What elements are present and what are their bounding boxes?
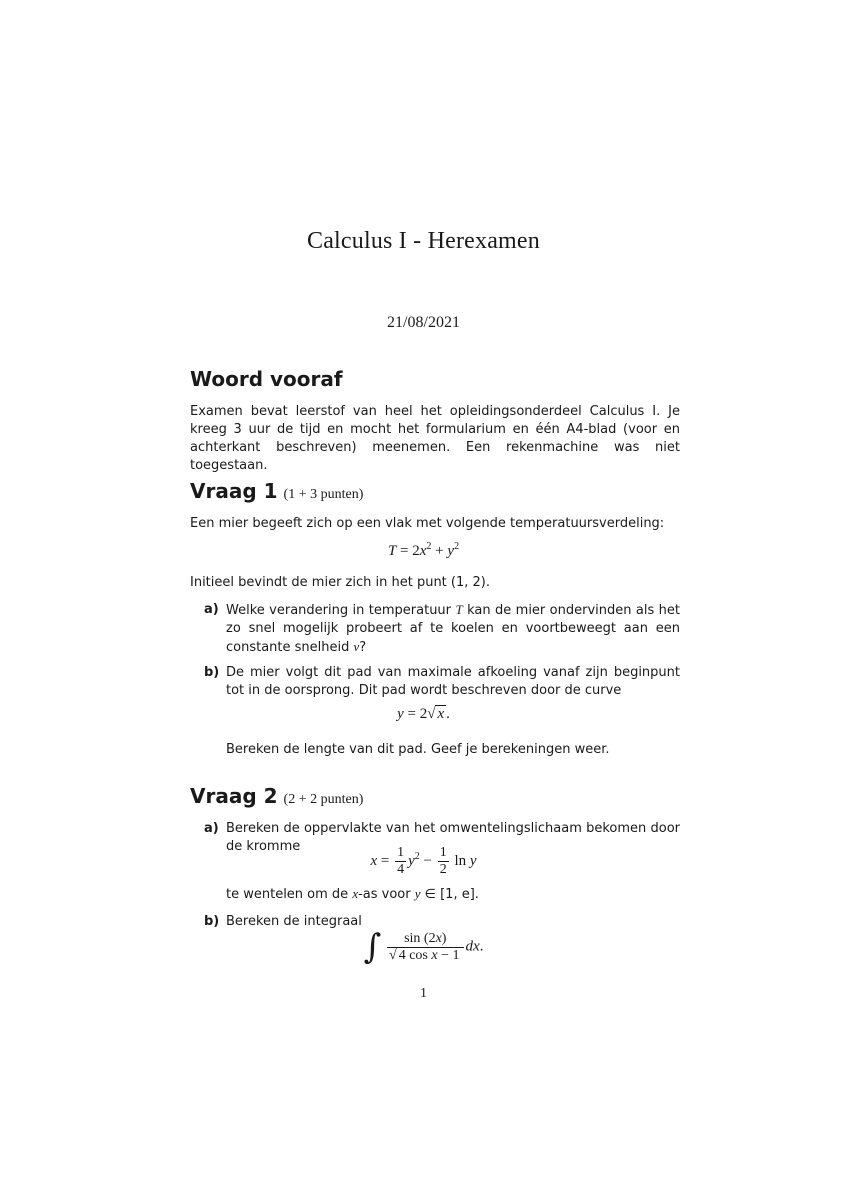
question-1-points: (1 + 3 punten) [283, 487, 364, 502]
q2a-range-mid: -as voor [358, 887, 415, 902]
question-2a-range-text [226, 885, 680, 904]
document-date: 21/08/2021 [387, 314, 460, 331]
temperature-formula: $T = 2x^2 + y^2$ [387, 541, 460, 559]
integral-sign-icon: ∫ [363, 927, 382, 967]
question-2-points: (2 + 2 punten) [283, 792, 364, 807]
question-1b-instruction [204, 741, 680, 759]
question-1b-instruction-text: Bereken de lengte van dit pad. Geef je berekeningen weer. [226, 742, 610, 757]
question-1-title: Vraag 1 [190, 479, 278, 503]
question-2a-range [204, 885, 680, 904]
question-2-title: Vraag 2 [190, 784, 278, 808]
question-2-heading [190, 784, 363, 808]
question-1a-text [226, 601, 680, 657]
q1a-var-T: T [455, 602, 463, 617]
q2a-range-pre: te wentelen om de [226, 887, 353, 902]
initial-position-text: Initieel bevindt de mier zich in het punt [190, 575, 451, 590]
question-1a-label: a) [204, 602, 219, 617]
q1a-text-post: ? [359, 640, 367, 655]
question-2b-label: b) [204, 914, 220, 929]
intro-heading [190, 367, 343, 391]
intro-paragraph: Examen bevat leerstof van heel het opleidingsonderdeel Calculus I. Je kreeg 3 uur de tijd en mocht het formularium en één A4-blad (voor en achterkant beschreven) meenemen. Een rekenmachine was niet toegestaan. [190, 404, 680, 473]
question-1-intro: Een mier begeeft zich op een vlak met volgende temperatuursverdeling: [190, 516, 665, 531]
question-1b [204, 664, 680, 700]
question-1-heading [190, 479, 363, 503]
q2a-var-x: x [352, 886, 359, 901]
question-2a-text: Bereken de oppervlakte van het omwentelingslichaam bekomen door de kromme [226, 821, 680, 854]
question-2a-label: a) [204, 821, 219, 836]
question-2b-text: Bereken de integraal [226, 914, 362, 929]
q2a-var-y: y [414, 886, 421, 901]
initial-point: (1, 2). [450, 575, 491, 590]
question-1b-text: De mier volgt dit pad van maximale afkoeling vanaf zijn beginpunt tot in de oorsprong. Dit pad wordt beschreven door de curve [226, 665, 680, 698]
q2a-range-post: ∈ [1, e]. [420, 887, 479, 902]
question-1b-label: b) [204, 665, 220, 680]
intro-heading-text: Woord vooraf [190, 367, 343, 391]
integral-formula: ∫ $\frac{\sin (2x)}{\text{√ 4 cos x − 1}}$ dx. [363, 927, 484, 967]
q1a-var-v: v [353, 639, 360, 654]
question-1-initial-position [190, 574, 680, 592]
path-curve-formula: y = 2√ x . [397, 706, 450, 722]
document-title: Calculus I - Herexamen [307, 228, 540, 254]
curve-formula: x = $\frac{1}{4}$ $y^2$ − $\frac{1}{2}$ ln y [370, 845, 477, 877]
q1a-text-pre: Welke verandering in temperatuur [226, 603, 456, 618]
page-number: 1 [420, 986, 427, 1001]
q1a-text-mid: kan de mier ondervinden als het zo snel mogelijk probeert af te koelen en voortbeweegt aan een constante snelheid [226, 603, 680, 655]
question-1a [204, 601, 680, 657]
